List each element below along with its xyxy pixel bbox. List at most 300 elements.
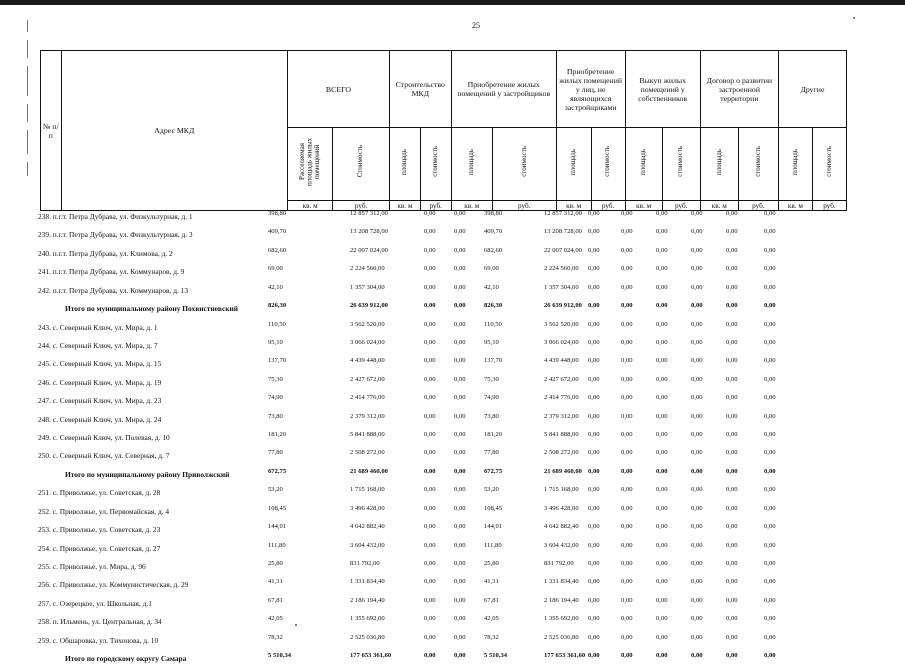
- value-cell: 0,00: [764, 228, 776, 236]
- value-cell: 0,00: [726, 596, 738, 604]
- value-cell: 831 792,00: [544, 560, 574, 568]
- value-cell: 0,00: [588, 449, 600, 457]
- value-cell: 0,00: [691, 633, 703, 641]
- value-cell: 0,00: [691, 394, 703, 402]
- value-cell: 0,00: [726, 652, 738, 660]
- value-cell: 0,00: [726, 357, 738, 365]
- value-cell: 0,00: [726, 338, 738, 346]
- value-cell: 77,80: [484, 449, 499, 457]
- value-cell: 4 642 882,40: [544, 523, 579, 531]
- value-cell: 0,00: [726, 523, 738, 531]
- address-cell: 258. п. Ильмень, ул. Центральная, д. 34: [38, 617, 162, 627]
- binding-margin-mark: [27, 130, 28, 154]
- address-cell: 249. с. Северный Ключ, ул. Полевая, д. 10: [38, 433, 170, 443]
- table-row: [40, 559, 847, 577]
- value-cell: 111,80: [268, 541, 286, 549]
- subheader-cost: стоимость: [662, 128, 700, 201]
- value-cell: 0,00: [588, 246, 600, 254]
- value-cell: 42,05: [268, 615, 283, 623]
- value-cell: 78,32: [268, 633, 283, 641]
- data-rows: [40, 209, 847, 670]
- value-cell: 0,00: [691, 596, 703, 604]
- value-cell: 0,00: [656, 504, 668, 512]
- value-cell: 0,00: [656, 375, 668, 383]
- value-cell: 0,00: [691, 302, 703, 310]
- value-cell: 0,00: [454, 338, 466, 346]
- table-row: [40, 338, 847, 356]
- value-cell: 398,80: [268, 210, 287, 217]
- value-cell: 0,00: [424, 302, 436, 310]
- value-cell: 0,00: [588, 320, 600, 328]
- value-cell: 0,00: [424, 246, 436, 254]
- value-cell: 74,90: [268, 394, 283, 402]
- subtotal-label: Итого по городскому округу Самара: [65, 654, 187, 664]
- value-cell: 0,00: [726, 615, 738, 623]
- value-cell: 74,90: [484, 394, 499, 402]
- value-cell: 1 357 304,00: [350, 283, 385, 291]
- value-cell: 67,81: [484, 596, 499, 604]
- value-cell: 2 427 672,00: [544, 375, 579, 383]
- value-cell: 0,00: [621, 523, 633, 531]
- value-cell: 0,00: [621, 228, 633, 236]
- value-cell: 0,00: [424, 394, 436, 402]
- value-cell: 3 066 024,00: [544, 338, 579, 346]
- value-cell: 3 604 432,00: [544, 541, 579, 549]
- value-cell: 0,00: [726, 504, 738, 512]
- subheader-area: площадь: [700, 128, 738, 201]
- value-cell: 0,00: [691, 560, 703, 568]
- table-row: [40, 227, 847, 245]
- value-cell: 0,00: [764, 302, 776, 310]
- subheader-cost: стоимость: [812, 128, 846, 201]
- subheader-cost: Стоимость: [333, 128, 390, 201]
- table-row: [40, 541, 847, 559]
- value-cell: 1 715 168,00: [544, 486, 579, 494]
- unit-label: руб.: [812, 201, 846, 211]
- unit-label: кв. м: [700, 201, 738, 211]
- value-cell: 78,32: [484, 633, 499, 641]
- value-cell: 826,30: [268, 302, 287, 310]
- address-cell: 246. с. Северный Ключ, ул. Мира, д. 19: [38, 377, 162, 387]
- value-cell: 42,10: [268, 283, 283, 291]
- value-cell: 0,00: [454, 412, 466, 420]
- value-cell: 0,00: [621, 357, 633, 365]
- value-cell: 0,00: [621, 560, 633, 568]
- subheader-area: площадь: [778, 128, 812, 201]
- address-cell: 243. с. Северный Ключ, ул. Мира, д. 1: [38, 322, 158, 332]
- value-cell: 12 857 312,00: [544, 210, 582, 217]
- value-cell: 3 562 520,00: [350, 320, 385, 328]
- value-cell: 0,00: [454, 467, 466, 475]
- value-cell: 1 715 168,00: [350, 486, 385, 494]
- subtotal-row: [40, 301, 847, 319]
- table-row: [40, 393, 847, 411]
- value-cell: 0,00: [588, 523, 600, 531]
- address-cell: 251. с. Приволжье, ул. Советская, д. 28: [38, 488, 161, 498]
- value-cell: 0,00: [656, 523, 668, 531]
- value-cell: 0,00: [424, 467, 436, 475]
- subheader-area: площадь: [556, 128, 591, 201]
- value-cell: 0,00: [691, 412, 703, 420]
- value-cell: 0,00: [588, 633, 600, 641]
- value-cell: 26 639 912,00: [544, 302, 582, 310]
- unit-label: кв. м: [451, 201, 492, 211]
- value-cell: 0,00: [691, 578, 703, 586]
- value-cell: 0,00: [764, 320, 776, 328]
- value-cell: 0,00: [621, 541, 633, 549]
- table-row: [40, 614, 847, 632]
- value-cell: 0,00: [424, 504, 436, 512]
- binding-margin-mark: [27, 104, 28, 122]
- unit-label: руб.: [662, 201, 700, 211]
- value-cell: 0,00: [424, 541, 436, 549]
- value-cell: 0,00: [764, 357, 776, 365]
- value-cell: 0,00: [656, 228, 668, 236]
- value-cell: 0,00: [656, 541, 668, 549]
- value-cell: 0,00: [691, 265, 703, 273]
- unit-label: кв. м: [778, 201, 812, 211]
- value-cell: 0,00: [454, 560, 466, 568]
- value-cell: 0,00: [726, 560, 738, 568]
- value-cell: 1 331 834,40: [350, 578, 385, 586]
- value-cell: 0,00: [764, 265, 776, 273]
- value-cell: 2 224 560,00: [544, 265, 579, 273]
- value-cell: 0,00: [454, 615, 466, 623]
- value-cell: 0,00: [726, 633, 738, 641]
- value-cell: 0,00: [588, 486, 600, 494]
- value-cell: 0,00: [691, 283, 703, 291]
- value-cell: 0,00: [588, 283, 600, 291]
- value-cell: 5 841 888,00: [350, 431, 385, 439]
- value-cell: 110,50: [268, 320, 286, 328]
- table-row: [40, 504, 847, 522]
- value-cell: 0,00: [621, 467, 633, 475]
- value-cell: 0,00: [656, 357, 668, 365]
- value-cell: 73,80: [268, 412, 283, 420]
- subheader-area: площадь: [389, 128, 420, 201]
- value-cell: 110,50: [484, 320, 502, 328]
- value-cell: 0,00: [424, 615, 436, 623]
- page-top-border: [0, 0, 905, 5]
- value-cell: 108,45: [268, 504, 287, 512]
- value-cell: 0,00: [764, 486, 776, 494]
- unit-label: руб.: [333, 201, 390, 211]
- value-cell: 0,00: [588, 541, 600, 549]
- value-cell: 0,00: [764, 596, 776, 604]
- value-cell: 0,00: [656, 338, 668, 346]
- value-cell: 0,00: [621, 633, 633, 641]
- value-cell: 13 208 728,00: [544, 228, 582, 236]
- table-row: [40, 633, 847, 651]
- table-row: [40, 375, 847, 393]
- subtotal-row: [40, 651, 847, 669]
- value-cell: 0,00: [764, 283, 776, 291]
- value-cell: 0,00: [691, 357, 703, 365]
- value-cell: 0,00: [764, 541, 776, 549]
- value-cell: 2 414 776,00: [350, 394, 385, 402]
- value-cell: 0,00: [656, 449, 668, 457]
- value-cell: 5 510,34: [484, 652, 508, 660]
- value-cell: 0,00: [621, 615, 633, 623]
- value-cell: 108,45: [484, 504, 503, 512]
- table-row: [40, 596, 847, 614]
- value-cell: 0,00: [588, 652, 600, 660]
- value-cell: 0,00: [726, 467, 738, 475]
- value-cell: 0,00: [656, 265, 668, 273]
- value-cell: 0,00: [621, 449, 633, 457]
- value-cell: 409,70: [268, 228, 287, 236]
- value-cell: 137,70: [268, 357, 287, 365]
- value-cell: 0,00: [454, 265, 466, 273]
- value-cell: 0,00: [424, 210, 436, 217]
- value-cell: 0,00: [424, 633, 436, 641]
- value-cell: 0,00: [726, 449, 738, 457]
- table-row: [40, 264, 847, 282]
- address-cell: 253. с. Приволжье, ул. Советская, д. 23: [38, 525, 161, 535]
- value-cell: 0,00: [588, 412, 600, 420]
- value-cell: 0,00: [726, 320, 738, 328]
- value-cell: 0,00: [424, 596, 436, 604]
- address-cell: 240. п.г.т. Петра Дубрава, ул. Климова, д. 2: [38, 248, 173, 258]
- value-cell: 0,00: [656, 412, 668, 420]
- value-cell: 0,00: [454, 578, 466, 586]
- value-cell: 0,00: [588, 504, 600, 512]
- value-cell: 0,00: [656, 596, 668, 604]
- binding-margin-mark: [27, 66, 28, 96]
- value-cell: 831 792,00: [350, 560, 380, 568]
- value-cell: 0,00: [454, 246, 466, 254]
- value-cell: 1 357 304,00: [544, 283, 579, 291]
- value-cell: 41,31: [268, 578, 283, 586]
- subheader-cost: стоимость: [492, 128, 556, 201]
- value-cell: 0,00: [691, 504, 703, 512]
- unit-label: кв. м: [288, 201, 333, 211]
- value-cell: 0,00: [424, 375, 436, 383]
- address-cell: 259. с. Обшаровка, ул. Тихонова, д. 10: [38, 635, 159, 645]
- value-cell: 0,00: [454, 652, 466, 660]
- value-cell: 73,80: [484, 412, 499, 420]
- table-row: [40, 320, 847, 338]
- value-cell: 41,31: [484, 578, 499, 586]
- value-cell: 0,00: [621, 412, 633, 420]
- subheader-cost: стоимость: [420, 128, 451, 201]
- value-cell: 0,00: [691, 449, 703, 457]
- subtotal-row: [40, 467, 847, 485]
- value-cell: 0,00: [691, 523, 703, 531]
- value-cell: 0,00: [454, 357, 466, 365]
- value-cell: 0,00: [691, 541, 703, 549]
- unit-label: кв. м: [389, 201, 420, 211]
- value-cell: 0,00: [764, 504, 776, 512]
- value-cell: 0,00: [726, 431, 738, 439]
- value-cell: 0,00: [764, 652, 776, 660]
- unit-label: кв. м: [556, 201, 591, 211]
- value-cell: 181,20: [268, 431, 287, 439]
- value-cell: 2 224 560,00: [350, 265, 385, 273]
- value-cell: 0,00: [621, 652, 633, 660]
- group-header-owner-buyout: Выкуп жилых помещений у собственников: [625, 51, 700, 128]
- value-cell: 0,00: [588, 210, 600, 217]
- value-cell: 0,00: [764, 412, 776, 420]
- value-cell: 0,00: [656, 302, 668, 310]
- value-cell: 0,00: [691, 375, 703, 383]
- value-cell: 0,00: [656, 431, 668, 439]
- value-cell: 0,00: [621, 246, 633, 254]
- value-cell: 0,00: [424, 449, 436, 457]
- value-cell: 2 186 194,40: [350, 596, 385, 604]
- value-cell: 0,00: [726, 283, 738, 291]
- value-cell: 0,00: [621, 210, 633, 217]
- value-cell: 137,70: [484, 357, 503, 365]
- header-table: [40, 50, 847, 211]
- address-cell: 238. п.г.т. Петра Дубрава, ул. Физкультурная, д. 1: [38, 212, 193, 221]
- value-cell: 0,00: [424, 265, 436, 273]
- value-cell: 0,00: [454, 486, 466, 494]
- value-cell: 0,00: [588, 615, 600, 623]
- value-cell: 0,00: [424, 578, 436, 586]
- value-cell: 4 642 882,40: [350, 523, 385, 531]
- value-cell: 0,00: [691, 228, 703, 236]
- value-cell: 682,60: [268, 246, 287, 254]
- value-cell: 0,00: [691, 467, 703, 475]
- value-cell: 0,00: [454, 523, 466, 531]
- value-cell: 25,80: [484, 560, 499, 568]
- value-cell: 0,00: [588, 596, 600, 604]
- page-number: 25: [472, 21, 480, 30]
- value-cell: 0,00: [726, 265, 738, 273]
- value-cell: 0,00: [621, 338, 633, 346]
- unit-label: руб.: [591, 201, 625, 211]
- column-header-address: Адрес МКД: [61, 51, 287, 211]
- subheader-area: площадь: [625, 128, 662, 201]
- value-cell: 0,00: [454, 320, 466, 328]
- value-cell: 0,00: [588, 467, 600, 475]
- value-cell: 0,00: [656, 394, 668, 402]
- subheader-cost: стоимость: [591, 128, 625, 201]
- table-row: [40, 283, 847, 301]
- value-cell: 0,00: [454, 394, 466, 402]
- value-cell: 0,00: [726, 394, 738, 402]
- binding-margin-mark: [27, 162, 28, 176]
- value-cell: 0,00: [656, 486, 668, 494]
- value-cell: 12 857 312,00: [350, 210, 388, 217]
- value-cell: 0,00: [691, 615, 703, 623]
- value-cell: 177 653 361,60: [544, 652, 586, 660]
- value-cell: 0,00: [621, 504, 633, 512]
- value-cell: 0,00: [454, 633, 466, 641]
- value-cell: 0,00: [454, 504, 466, 512]
- group-header-other: Другие: [778, 51, 846, 128]
- value-cell: 0,00: [621, 302, 633, 310]
- value-cell: 0,00: [588, 394, 600, 402]
- value-cell: 0,00: [764, 210, 776, 217]
- value-cell: 672,75: [268, 467, 287, 475]
- value-cell: 0,00: [726, 210, 738, 217]
- binding-margin-mark: [27, 40, 28, 58]
- value-cell: 2 427 672,00: [350, 375, 385, 383]
- table-row: [40, 577, 847, 595]
- value-cell: 0,00: [764, 449, 776, 457]
- value-cell: 0,00: [621, 283, 633, 291]
- value-cell: 0,00: [424, 523, 436, 531]
- unit-label: руб.: [492, 201, 556, 211]
- value-cell: 0,00: [691, 246, 703, 254]
- value-cell: 0,00: [621, 320, 633, 328]
- subtotal-label: Итого по муниципальному району Похвистневский: [65, 304, 239, 314]
- value-cell: 0,00: [424, 560, 436, 568]
- address-cell: 248. с. Северный Ключ, ул. Мира, д. 24: [38, 414, 162, 424]
- value-cell: 0,00: [726, 412, 738, 420]
- value-cell: 0,00: [454, 375, 466, 383]
- value-cell: 0,00: [454, 228, 466, 236]
- value-cell: 0,00: [764, 578, 776, 586]
- value-cell: 0,00: [691, 652, 703, 660]
- value-cell: 0,00: [656, 633, 668, 641]
- address-cell: 247. с. Северный Ключ, ул. Мира, д. 23: [38, 396, 162, 406]
- value-cell: 0,00: [764, 431, 776, 439]
- value-cell: 0,00: [656, 560, 668, 568]
- value-cell: 1 355 692,00: [350, 615, 385, 623]
- unit-label: руб.: [738, 201, 778, 211]
- subheader-area-total: Расселяемая площадь жилых помещений: [288, 128, 333, 201]
- value-cell: 3 562 520,00: [544, 320, 579, 328]
- value-cell: 0,00: [454, 449, 466, 457]
- value-cell: 0,00: [691, 320, 703, 328]
- value-cell: 0,00: [691, 210, 703, 217]
- unit-label: руб.: [420, 201, 451, 211]
- value-cell: 67,81: [268, 596, 283, 604]
- value-cell: 181,20: [484, 431, 503, 439]
- value-cell: 0,00: [656, 467, 668, 475]
- value-cell: 0,00: [424, 228, 436, 236]
- value-cell: 0,00: [656, 320, 668, 328]
- value-cell: 22 007 024,00: [350, 246, 388, 254]
- value-cell: 2 186 194,40: [544, 596, 579, 604]
- value-cell: 2 525 036,80: [350, 633, 385, 641]
- group-header-construction: Строительство МКД: [389, 51, 451, 128]
- value-cell: 75,30: [484, 375, 499, 383]
- value-cell: 0,00: [588, 357, 600, 365]
- address-cell: 255. с. Приволжье, ул. Мира, д. 96: [38, 562, 146, 572]
- group-header-non-developer-purchase: Приобретение жилых помещений у лиц, не являющихся застройщиками: [556, 51, 625, 128]
- value-cell: 0,00: [588, 560, 600, 568]
- value-cell: 0,00: [656, 652, 668, 660]
- value-cell: 0,00: [764, 615, 776, 623]
- value-cell: 21 689 460,00: [350, 467, 388, 475]
- value-cell: 0,00: [588, 375, 600, 383]
- value-cell: 0,00: [424, 283, 436, 291]
- value-cell: 0,00: [424, 357, 436, 365]
- value-cell: 0,00: [621, 431, 633, 439]
- address-cell: 239. п.г.т. Петра Дубрава, ул. Физкультурная, д. 3: [38, 230, 193, 240]
- value-cell: 682,60: [484, 246, 503, 254]
- table-row: [40, 522, 847, 540]
- table-row: [40, 485, 847, 503]
- value-cell: 0,00: [621, 375, 633, 383]
- value-cell: 0,00: [588, 431, 600, 439]
- value-cell: 0,00: [726, 375, 738, 383]
- value-cell: 0,00: [656, 210, 668, 217]
- value-cell: 42,10: [484, 283, 499, 291]
- value-cell: 177 653 361,60: [350, 652, 392, 660]
- address-cell: 254. с. Приволжье, ул. Советская, д. 27: [38, 543, 161, 553]
- value-cell: 21 689 460,00: [544, 467, 582, 475]
- value-cell: 0,00: [454, 431, 466, 439]
- scan-speck: [853, 17, 855, 19]
- address-cell: 245. с. Северный Ключ, ул. Мира, д. 15: [38, 359, 162, 369]
- address-cell: 244. с. Северный Ключ, ул. Мира, д. 7: [38, 340, 158, 350]
- value-cell: 5 841 888,00: [544, 431, 579, 439]
